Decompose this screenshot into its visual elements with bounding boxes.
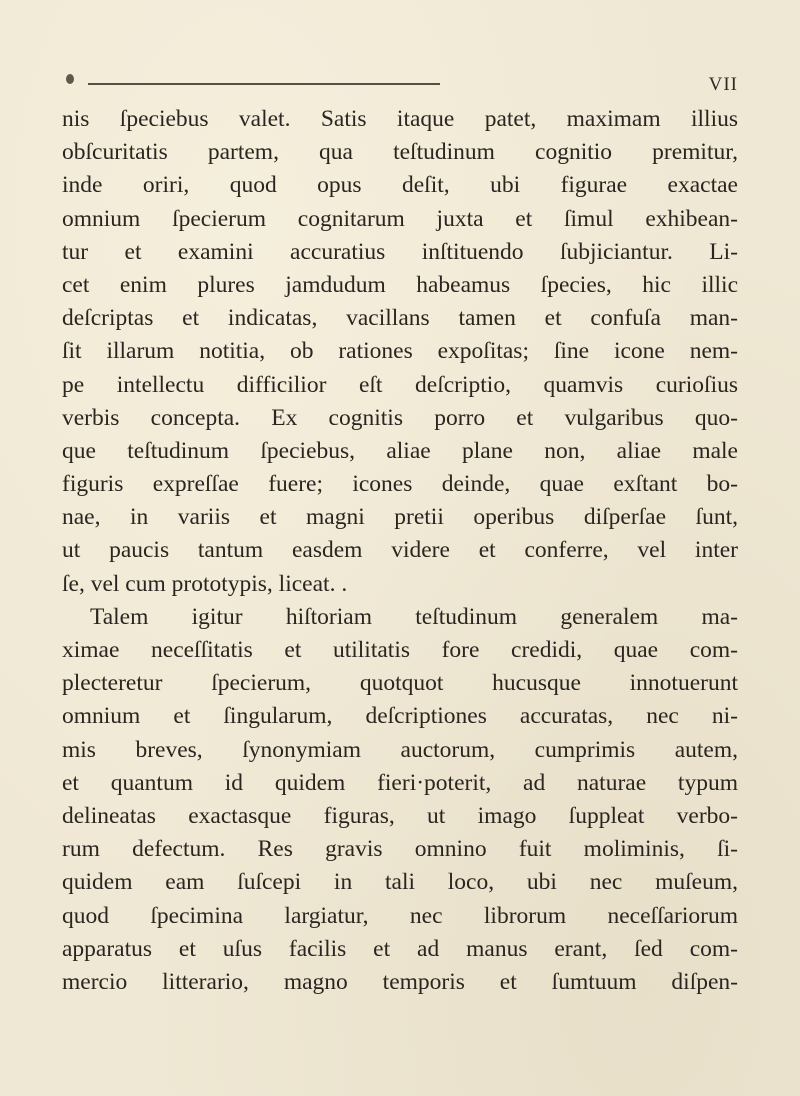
text-line: plecteretur ſpecierum, quotquot hucusque innotuerunt — [62, 670, 738, 697]
text-line: verbis concepta. Ex cognitis porro et vulgaribus quo- — [62, 404, 738, 431]
text-line: omnium et ſingularum, deſcriptiones accuratas, nec ni- — [62, 703, 738, 730]
text-line: quidem eam ſuſcepi in tali loco, ubi nec muſeum, — [62, 869, 738, 896]
text-line: rum defectum. Res gravis omnino fuit moliminis, ſi- — [62, 836, 738, 863]
text-line: omnium ſpecierum cognitarum juxta et ſimul exhibean- — [62, 205, 738, 232]
text-line: ſe, vel cum prototypis, liceat. . — [62, 570, 348, 597]
text-line: figuris expreſſae fuere; icones deinde, quae exſtant bo- — [62, 471, 738, 498]
header-rule — [88, 83, 440, 85]
page-number: VII — [708, 74, 738, 95]
text-line: ut paucis tantum easdem videre et conferre, vel inter — [62, 537, 738, 564]
text-line: delineatas exactasque figuras, ut imago ſuppleat verbo- — [62, 802, 738, 829]
text-line: inde oriri, quod opus deſit, ubi figurae exactae — [62, 172, 738, 199]
text-line: quod ſpecimina largiatur, nec librorum neceſſariorum — [62, 902, 738, 929]
text-line: et quantum id quidem fieri·poterit, ad naturae typum — [62, 769, 738, 796]
text-line: pe intellectu difficilior eſt deſcriptio, quamvis curioſius — [62, 371, 738, 398]
text-line: nis ſpeciebus valet. Satis itaque patet, maximam illius — [62, 106, 738, 132]
text-line: deſcriptas et indicatas, vacillans tamen et confuſa man- — [62, 305, 738, 332]
text-line: que teſtudinum ſpeciebus, aliae plane non, aliae male — [62, 437, 738, 464]
body-text — [62, 103, 738, 999]
text-line: nae, in variis et magni pretii operibus diſperſae ſunt, — [62, 504, 738, 531]
text-line: obſcuritatis partem, qua teſtudinum cognitio premitur, — [62, 139, 738, 166]
text-line: tur et examini accuratius inſtituendo ſubjiciantur. Li- — [62, 238, 738, 265]
text-line: mercio litterario, magno temporis et ſumtuum diſpen- — [62, 968, 738, 995]
printer-mark — [66, 74, 74, 84]
text-line: Talem igitur hiſtoriam teſtudinum generalem ma- — [90, 603, 738, 630]
text-line: ſit illarum notitia, ob rationes expoſitas; ſine icone nem- — [62, 338, 738, 365]
text-line: cet enim plures jamdudum habeamus ſpecies, hic illic — [62, 271, 738, 298]
text-line: mis breves, ſynonymiam auctorum, cumprimis autem, — [62, 736, 738, 763]
text-line: ximae neceſſitatis et utilitatis fore credidi, quae com- — [62, 637, 738, 663]
text-line: apparatus et uſus facilis et ad manus erant, ſed com- — [62, 935, 738, 962]
